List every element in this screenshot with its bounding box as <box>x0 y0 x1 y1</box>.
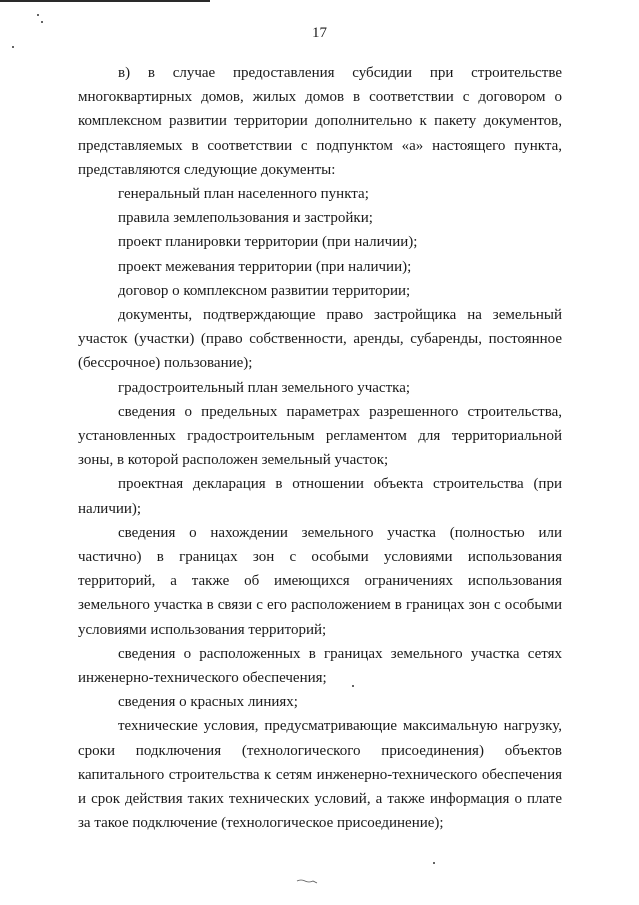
scan-speck <box>12 46 14 48</box>
list-item: документы, подтверждающие право застройщика на земельный участок (участки) (право собственности, аренды, субаренды, постоянное (бессрочное) пользование); <box>78 307 562 372</box>
scan-speck <box>41 21 43 23</box>
list-item: сведения о красных линиях; <box>118 694 298 711</box>
list-item: проект планировки территории (при наличии); <box>118 234 418 251</box>
scan-speck <box>37 14 39 16</box>
list-item: проект межевания территории (при наличии); <box>118 258 412 275</box>
document-body <box>78 61 562 836</box>
list-item: правила землепользования и застройки; <box>118 210 373 227</box>
list-item: сведения о предельных параметрах разрешенного строительства, установленных градостроительным регламентом для территориальной зоны, в которой расположен земельный участок; <box>78 403 562 469</box>
page-number: 17 <box>312 25 327 41</box>
list-item: сведения о нахождении земельного участка (полностью или частично) в границах зон с особыми условиями использования территорий, а также об имеющихся ограничениях использования земельного участка в связи с его расположением в границах зон с особыми условиями использования территорий; <box>78 524 562 638</box>
scan-edge-line <box>0 0 210 2</box>
paragraph: в) в случае предоставления субсидии при строительстве многоквартирных домов, жилых домов в соответствии с договором о комплексном развитии территории дополнительно к пакету документов, представляемых в соответствии с подпунктом «а» настоящего пункта, представляются следующие документы: <box>78 65 562 178</box>
list-item: договор о комплексном развитии территории; <box>118 282 411 299</box>
list-item: генеральный план населенного пункта; <box>118 186 369 203</box>
list-item: технические условия, предусматривающие максимальную нагрузку, сроки подключения (технологического присоединения) объектов капитального строительства к сетям инженерно-технического обеспечения и срок действия таких технических условий, а также информация о плате за такое подключение (технологическое присоединение); <box>78 718 562 832</box>
scan-artifact-mark <box>296 878 318 884</box>
list-item: проектная декларация в отношении объекта строительства (при наличии); <box>78 476 562 517</box>
scan-speck <box>433 862 435 864</box>
list-item: градостроительный план земельного участка; <box>118 379 411 396</box>
list-item: сведения о расположенных в границах земельного участка сетях инженерно-технического обеспечения; <box>78 645 562 687</box>
